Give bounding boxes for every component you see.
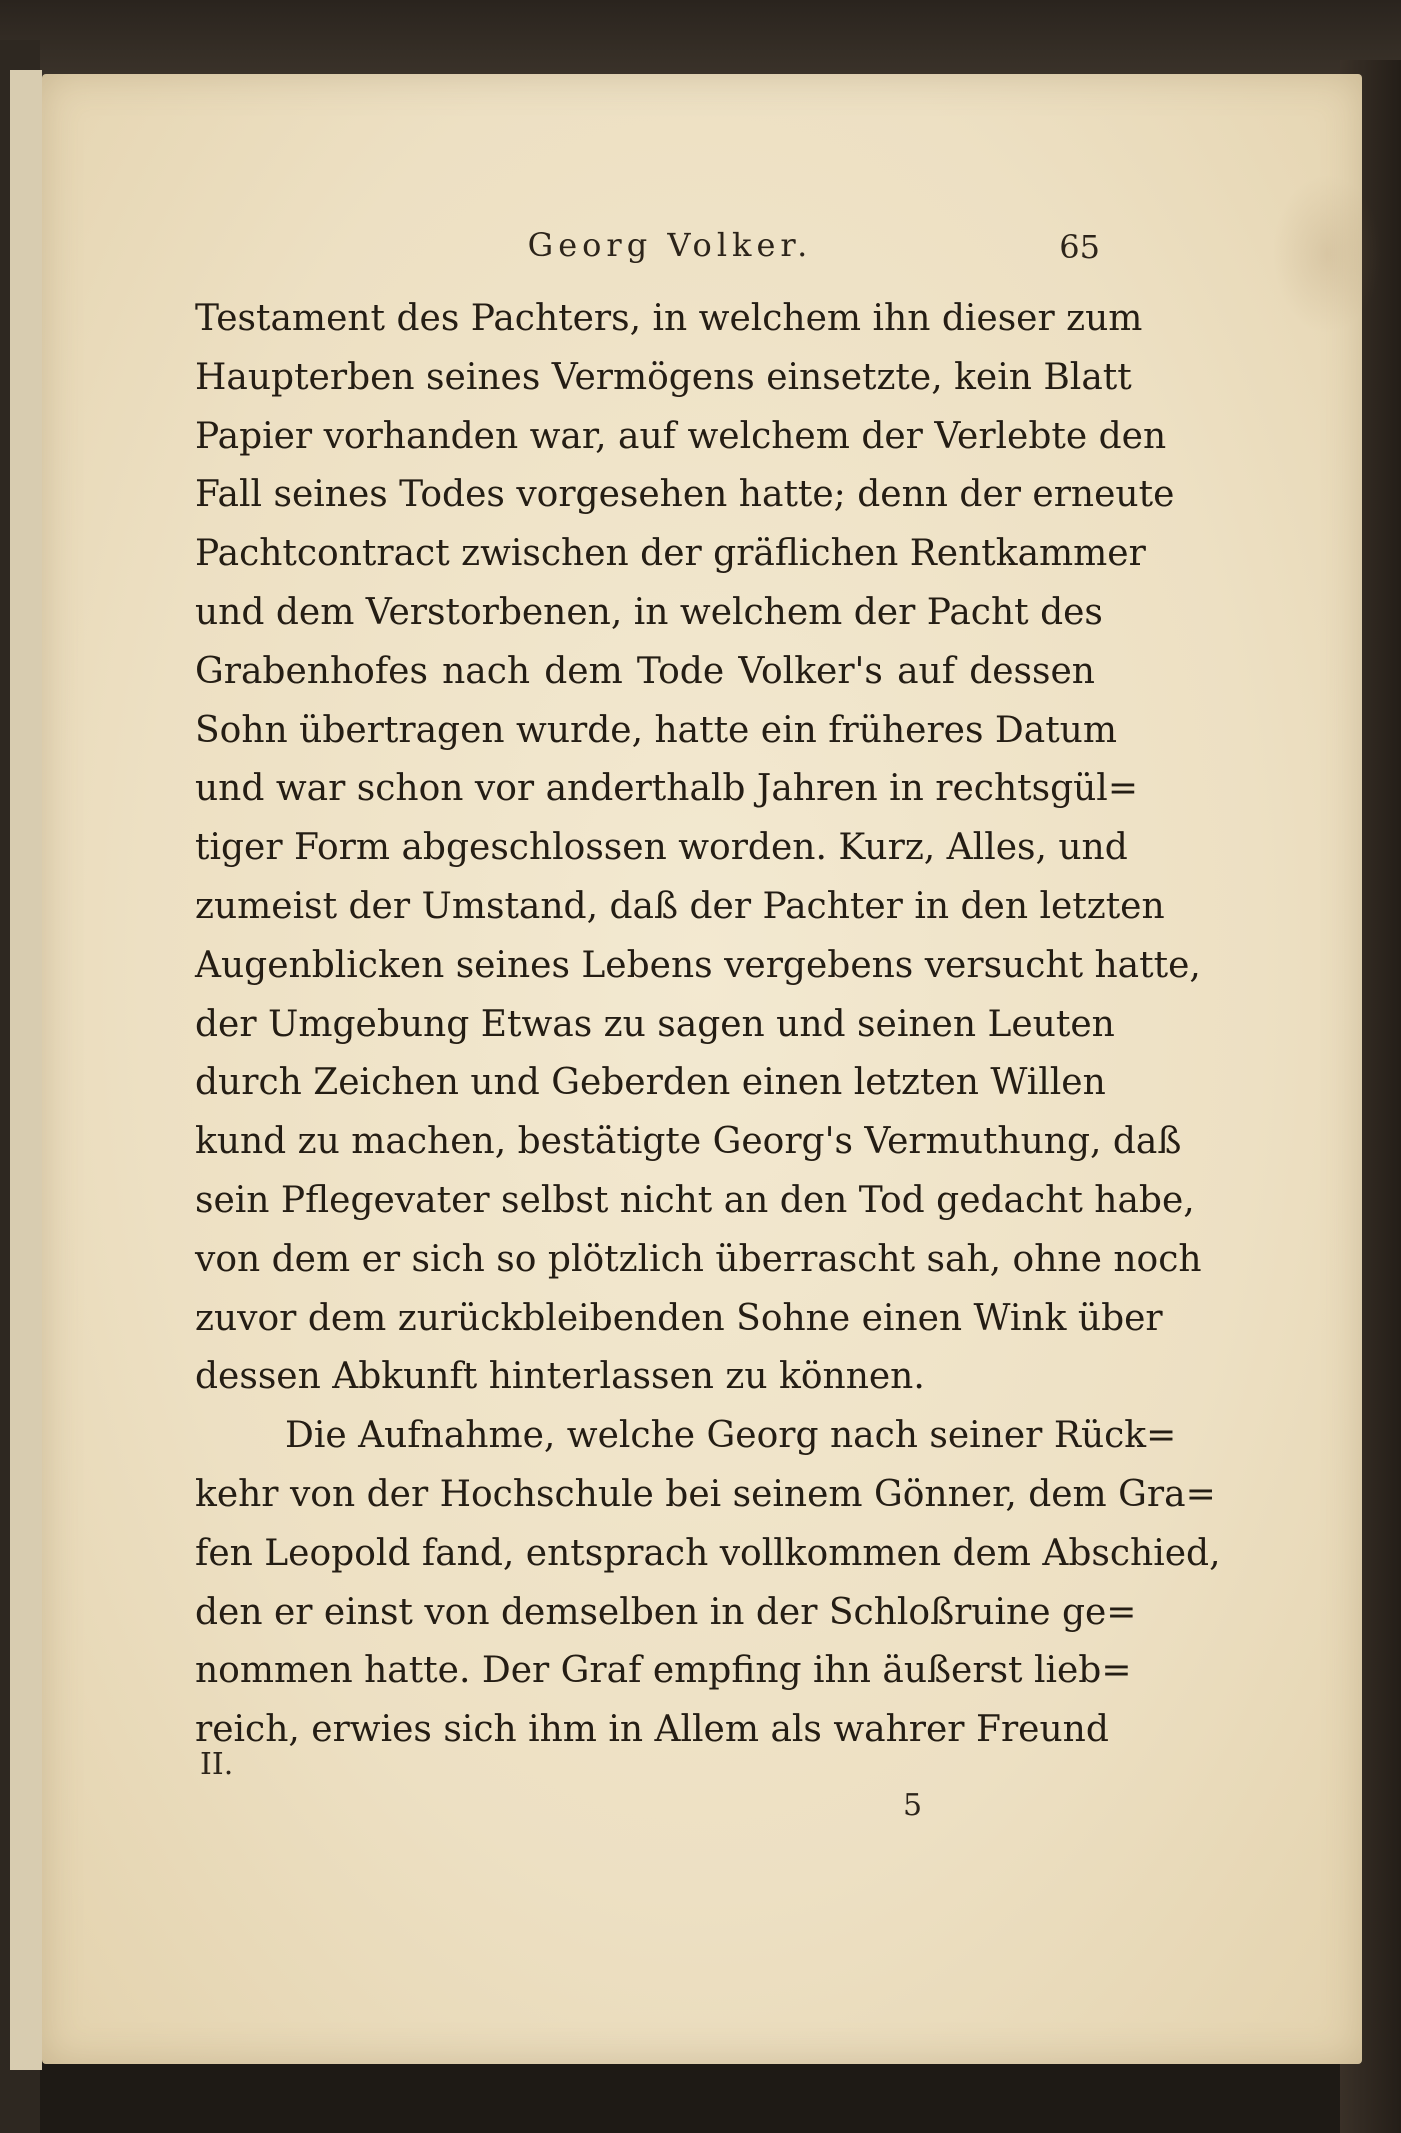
text-line: Haupterben seines Vermögens einsetzte, kein Blatt (195, 356, 1132, 398)
text-line: und war schon vor anderthalb Jahren in rechtsgül= (195, 768, 1138, 810)
text-line: durch Zeichen und Geberden einen letzten Willen (195, 1062, 1106, 1104)
text-line: kund zu machen, bestätigte Georg's Vermuthung, daß (195, 1121, 1182, 1163)
text-line: Sohn übertragen wurde, hatte ein früheres Datum (195, 709, 1117, 751)
signature-mark: II. (200, 1747, 234, 1782)
sheet-number: 5 (903, 1788, 923, 1823)
text-line: von dem er sich so plötzlich überrascht sah, ohne noch (195, 1238, 1202, 1280)
text-line: nommen hatte. Der Graf empfing ihn äußerst lieb= (195, 1650, 1132, 1692)
text-line: Testament des Pachters, in welchem ihn dieser zum (195, 298, 1143, 339)
text-line: fen Leopold fand, entsprach vollkommen dem Abschied, (195, 1532, 1221, 1574)
page-number: 65 (1059, 228, 1100, 266)
facing-page-edge (10, 70, 42, 2070)
text-line: sein Pflegevater selbst nicht an den Tod gedacht habe, (195, 1179, 1195, 1221)
paragraph-start-line: Die Aufnahme, welche Georg nach seiner Rück= (285, 1415, 1177, 1457)
body-text (195, 290, 1221, 1760)
book-cover-top (0, 0, 1401, 80)
text-line: zuvor dem zurückbleibenden Sohne einen Wink über (195, 1297, 1163, 1339)
running-head-title: Georg Volker. (527, 226, 813, 264)
text-line: und dem Verstorbenen, in welchem der Pacht des (195, 591, 1103, 633)
text-line: Papier vorhanden war, auf welchem der Verlebte den (195, 415, 1167, 457)
paper-stain (1272, 174, 1382, 334)
running-head (190, 226, 1100, 266)
text-line: tiger Form abgeschlossen worden. Kurz, Alles, und (195, 827, 1128, 869)
paragraph-end-line: dessen Abkunft hinterlassen zu können. (195, 1356, 925, 1398)
text-line: Augenblicken seines Lebens vergebens versucht hatte, (195, 944, 1201, 986)
text-line: zumeist der Umstand, daß der Pachter in den letzten (195, 885, 1165, 927)
text-line: Pachtcontract zwischen der gräflichen Rentkammer (195, 533, 1146, 575)
text-line: reich, erwies sich ihm in Allem als wahrer Freund (195, 1709, 1109, 1751)
text-line: kehr von der Hochschule bei seinem Gönner, dem Gra= (195, 1473, 1216, 1515)
text-line: der Umgebung Etwas zu sagen und seinen Leuten (195, 1003, 1115, 1045)
text-line: Grabenhofes nach dem Tode Volker's auf dessen (195, 650, 1095, 692)
text-line: den er einst von demselben in der Schloßruine ge= (195, 1591, 1137, 1633)
text-line: Fall seines Todes vorgesehen hatte; denn der erneute (195, 474, 1175, 516)
